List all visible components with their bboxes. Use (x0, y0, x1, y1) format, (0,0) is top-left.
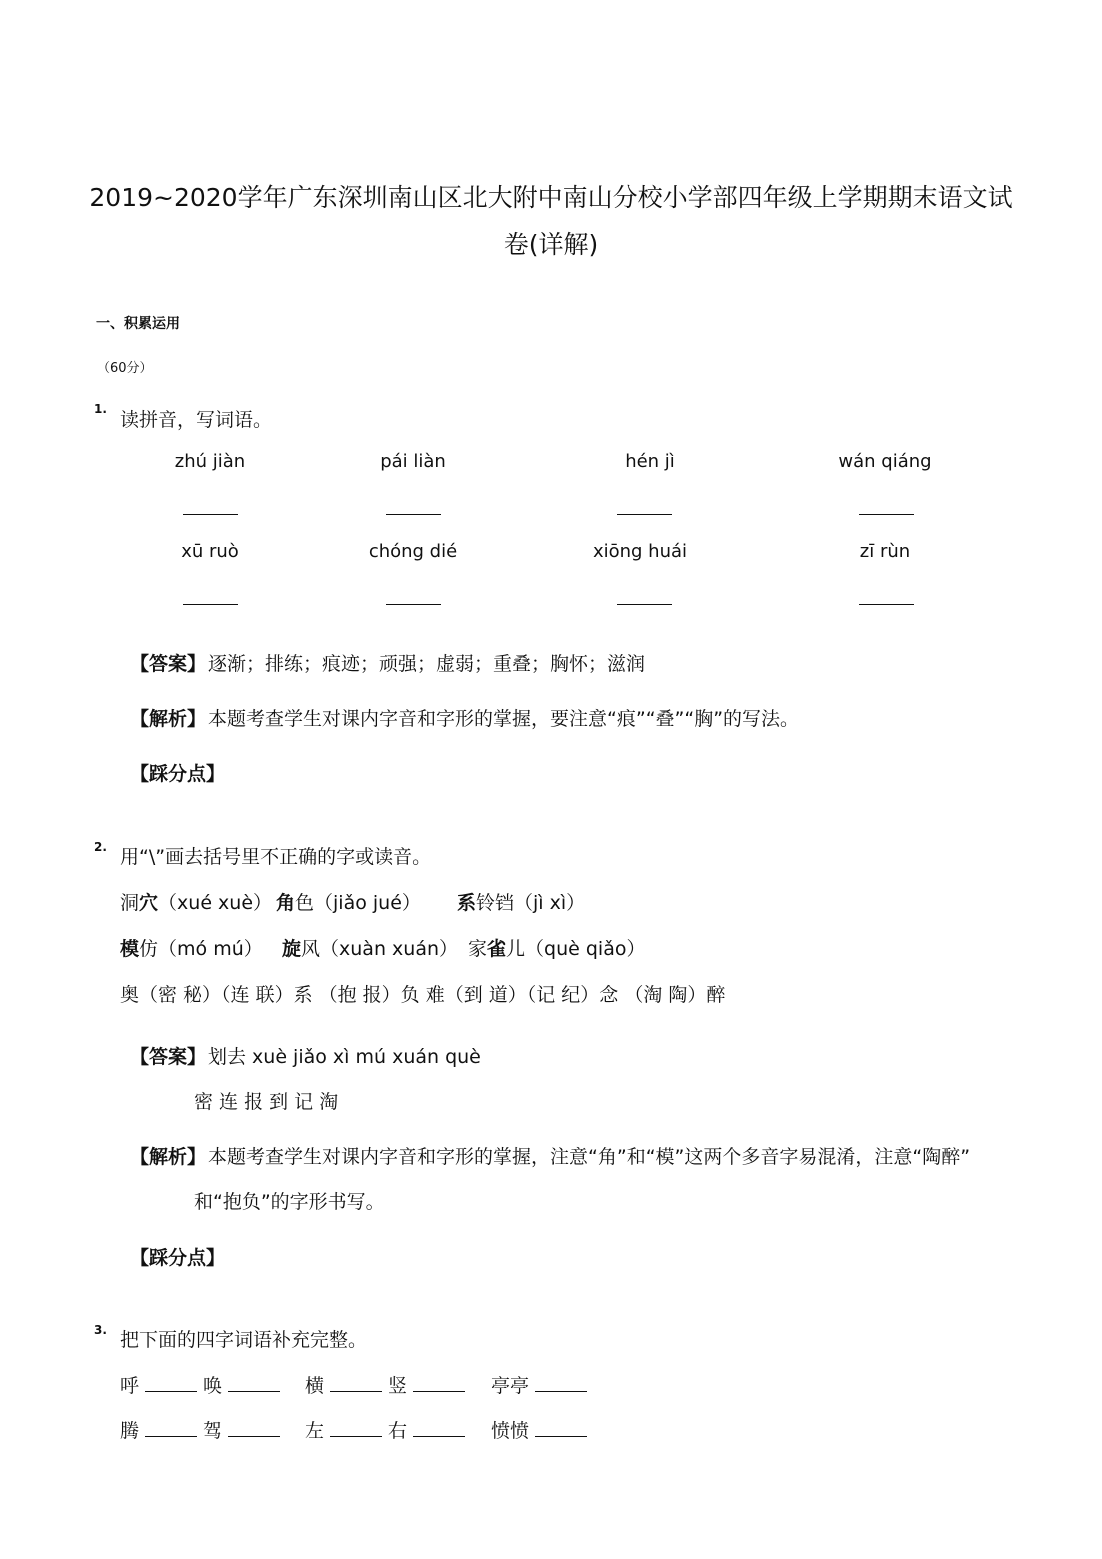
idiom-char: 愤愤 (491, 1420, 530, 1442)
idiom-char: 呼 (120, 1375, 140, 1397)
section-heading: 一、积累运用 (96, 316, 180, 332)
option-text: （xué xuè） (158, 892, 273, 914)
option-text: 仿（mó mú） (139, 938, 263, 960)
idiom-blank[interactable] (535, 1418, 587, 1437)
pinyin-item: xū ruò (181, 541, 239, 562)
idiom-blank[interactable] (413, 1418, 465, 1437)
idiom-blank[interactable] (145, 1418, 197, 1437)
page-title-line-1: 2019~2020学年广东深圳南山区北大附中南山分校小学部四年级上学期期末语文试 (89, 183, 1013, 212)
analysis-text: 本题考查学生对课内字音和字形的掌握，要注意“痕”“叠”“胸”的写法。 (208, 708, 800, 730)
question-number: 3. (94, 1323, 107, 1337)
answer-text: 逐渐；排练；痕迹；顽强；虚弱；重叠；胸怀；滋润 (208, 653, 646, 675)
section-score: （60分） (97, 361, 153, 376)
answer-blank[interactable] (859, 604, 914, 605)
idiom-char: 横 (305, 1375, 325, 1397)
idiom-row (305, 1371, 471, 1398)
highlighted-char: 模 (120, 938, 140, 960)
idiom-char: 唤 (203, 1375, 223, 1397)
idiom-blank[interactable] (228, 1373, 280, 1392)
option-text: 色（jiǎo jué） (295, 892, 421, 914)
answer-blank[interactable] (183, 604, 238, 605)
question-prompt: 读拼音，写词语。 (120, 409, 273, 431)
answer-blank[interactable] (617, 604, 672, 605)
highlighted-char: 系 (457, 892, 477, 914)
pinyin-item: chóng dié (368, 541, 458, 562)
answer-label: 【答案】 (130, 653, 207, 675)
option-text: 家 (468, 938, 488, 960)
pinyin-item: zhú jiàn (174, 451, 246, 472)
answer-blank[interactable] (617, 514, 672, 515)
pinyin-item: zī rùn (859, 541, 911, 562)
answer-text: 密 连 报 到 记 淘 (194, 1091, 339, 1113)
option-text: 风（xuàn xuán） (301, 938, 458, 960)
idiom-char: 驾 (203, 1420, 223, 1442)
option-row: 奥（密 秘）（连 联）系 （抱 报）负 难（到 道）（记 纪）念 （淘 陶）醉 (120, 984, 726, 1006)
idiom-row (491, 1371, 593, 1398)
idiom-blank[interactable] (228, 1418, 280, 1437)
idiom-row (305, 1416, 471, 1443)
idiom-blank[interactable] (413, 1373, 465, 1392)
idiom-char: 左 (305, 1420, 325, 1442)
analysis-label: 【解析】 (130, 1146, 207, 1168)
idiom-blank[interactable] (330, 1418, 382, 1437)
answer-blank[interactable] (183, 514, 238, 515)
answer-blank[interactable] (859, 514, 914, 515)
highlighted-char: 穴 (139, 892, 159, 914)
option-group (282, 934, 458, 961)
answer-blank[interactable] (386, 514, 441, 515)
analysis-text: 和“抱负”的字形书写。 (194, 1191, 385, 1213)
answer-text: 划去 xuè jiǎo xì mú xuán què (208, 1046, 481, 1068)
question-number: 1. (94, 402, 107, 416)
analysis-text: 本题考查学生对课内字音和字形的掌握，注意“角”和“模”这两个多音字易混淆，注意“陶醉” (208, 1146, 971, 1168)
option-text: 儿（què qiǎo） (506, 938, 646, 960)
pinyin-item: hén jì (625, 451, 675, 472)
scoring-points-label: 【踩分点】 (130, 1247, 226, 1269)
answer-label: 【答案】 (130, 1046, 207, 1068)
option-group (276, 888, 421, 915)
page-title-line-2: 卷(详解) (503, 230, 599, 259)
idiom-row (491, 1416, 593, 1443)
option-group (457, 888, 585, 915)
idiom-blank[interactable] (145, 1373, 197, 1392)
option-text: 铃铛（jì xì） (476, 892, 586, 914)
idiom-row (120, 1416, 286, 1443)
option-group (120, 888, 272, 915)
option-text: 洞 (120, 892, 140, 914)
pinyin-item: pái liàn (380, 451, 446, 472)
idiom-char: 右 (388, 1420, 408, 1442)
option-group (120, 934, 263, 961)
pinyin-item: wán qiáng (838, 451, 932, 472)
highlighted-char: 旋 (282, 938, 302, 960)
idiom-char: 竖 (388, 1375, 408, 1397)
option-group (468, 934, 645, 961)
idiom-char: 腾 (120, 1420, 140, 1442)
question-number: 2. (94, 840, 107, 854)
question-prompt: 用“\”画去括号里不正确的字或读音。 (120, 846, 432, 868)
highlighted-char: 雀 (487, 938, 507, 960)
idiom-char: 亭亭 (491, 1375, 530, 1397)
scoring-points-label: 【踩分点】 (130, 763, 226, 785)
highlighted-char: 角 (276, 892, 296, 914)
analysis-label: 【解析】 (130, 708, 207, 730)
pinyin-item: xiōng huái (592, 541, 688, 562)
idiom-row (120, 1371, 286, 1398)
question-prompt: 把下面的四字词语补充完整。 (120, 1329, 368, 1351)
answer-blank[interactable] (386, 604, 441, 605)
idiom-blank[interactable] (535, 1373, 587, 1392)
idiom-blank[interactable] (330, 1373, 382, 1392)
